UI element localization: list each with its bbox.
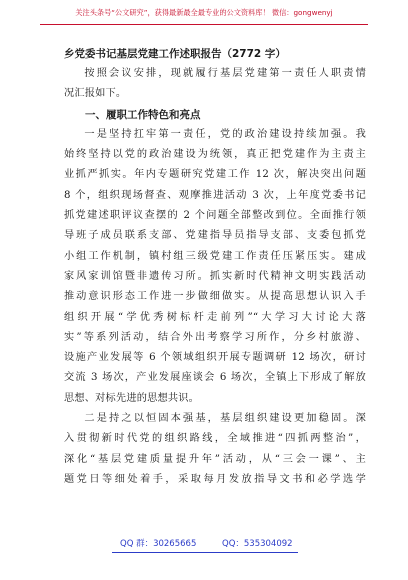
text-line: 实”等系列活动，结合外出考察学习所作，分乡村旅游、 [64, 331, 366, 343]
text-line: 设施产业发展等 6 个领域组织开展专题调研 12 场次，研讨 [64, 352, 366, 364]
text-line: 题党日等细处着手，采取每月发放指导文书和必学选学 [64, 473, 366, 485]
text-line: 思想、对标先进的思想共识。 [64, 392, 200, 404]
text-line: 况汇报如下。 [64, 88, 127, 100]
text-line: 8 个，组织现场督查、观摩推进活动 3 次，上年度党委书记 [64, 189, 366, 201]
text-line: 始终坚持以党的政治建设为统领，真正把党建作为主责主 [64, 149, 366, 161]
text-line: 交流 3 场次，产业发展座谈会 6 场次，全镇上下形成了解放 [64, 372, 366, 384]
paragraph-organization-building [64, 409, 366, 490]
section-heading: 一、履职工作特色和亮点 [85, 108, 201, 121]
header-divider [40, 24, 368, 25]
qq-number: QQ：535304092 [222, 539, 293, 549]
text-line: 深化“基层党建质量提升年”活动，从“三会一课”、主 [64, 453, 366, 465]
text-line: 组织开展“学优秀树标杆走前列”“大学习大讨论大落 [64, 311, 366, 323]
text-line: 一是坚持扛牢第一责任，党的政治建设持续加强。我 [84, 128, 366, 140]
text-line: 入贯彻新时代党的组织路线，全域推进“四抓两整治”， [64, 433, 366, 445]
text-line: 导班子成员联系支部、党建指导员指导支部、支委包抓党 [64, 230, 366, 242]
text-line: 小组工作机制，镇村组三级党建工作责任压紧压实。建成 [64, 250, 366, 262]
text-line: 推动意识形态工作进一步做细做实。从提高思想认识入手 [64, 291, 366, 303]
text-line: 按照会议安排，现就履行基层党建第一责任人职责情 [84, 68, 366, 79]
text-line: 抓党建述职评议查摆的 2 个问题全部整改到位。全面推行领 [64, 210, 366, 222]
text-line: 业抓严抓实。年内专题研究党建工作 12 次，解决突出问题 [64, 169, 366, 181]
qq-group-number: QQ 群：30265665 [120, 539, 197, 549]
text-line: 二是持之以恒固本强基，基层组织建设更加稳固。深 [84, 413, 366, 425]
header-banner: 关注头条号“公文研究”，获得最新最全最专业的公文资料库！ 微信：gongwenyj [75, 8, 333, 17]
text-line: 家风家训馆暨非遗传习所。抓实新时代精神文明实践活动 [64, 270, 366, 282]
document-title: 乡党委书记基层党建工作述职报告（2772 字） [64, 48, 286, 60]
footer-underline [112, 552, 298, 553]
paragraph-political-building [64, 125, 366, 409]
document-body [64, 46, 366, 490]
intro-paragraph [64, 64, 366, 105]
